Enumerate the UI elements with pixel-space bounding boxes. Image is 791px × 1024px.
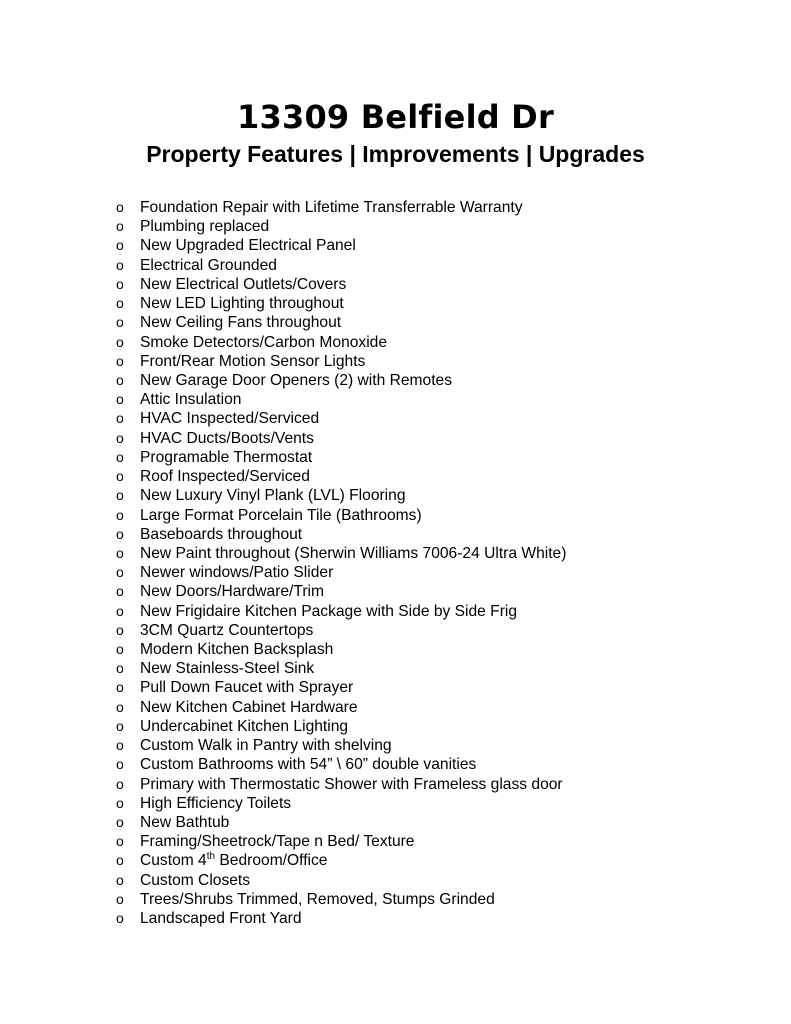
bullet-icon: o bbox=[116, 256, 124, 273]
bullet-icon: o bbox=[116, 391, 124, 408]
list-item-text-part: Custom 4 bbox=[140, 852, 207, 870]
list-item-text: Landscaped Front Yard bbox=[140, 910, 302, 928]
bullet-icon: o bbox=[116, 698, 124, 715]
bullet-icon: o bbox=[116, 737, 124, 754]
list-item-text: Baseboards throughout bbox=[140, 525, 303, 543]
bullet-icon: o bbox=[116, 218, 124, 235]
list-item-text: Smoke Detectors/Carbon Monoxide bbox=[140, 333, 388, 351]
bullet-icon: o bbox=[116, 352, 124, 369]
bullet-icon: o bbox=[116, 871, 124, 888]
page-title: 13309 Belfield Dr bbox=[237, 98, 554, 136]
bullet-icon: o bbox=[116, 199, 124, 215]
bullet-icon: o bbox=[116, 660, 124, 677]
list-item-text: New Electrical Outlets/Covers bbox=[140, 275, 347, 293]
bullet-icon: o bbox=[116, 641, 124, 658]
list-item-text: 3CM Quartz Countertops bbox=[140, 621, 314, 639]
list-item-text: Plumbing replaced bbox=[140, 218, 270, 236]
list-item-text: HVAC Inspected/Serviced bbox=[140, 410, 320, 428]
list-item-text: Newer windows/Patio Slider bbox=[140, 564, 334, 582]
bullet-icon: o bbox=[116, 852, 124, 869]
list-item-text: HVAC Ducts/Boots/Vents bbox=[140, 429, 314, 447]
bullet-icon: o bbox=[116, 371, 124, 388]
list-item-text: New Luxury Vinyl Plank (LVL) Flooring bbox=[140, 487, 406, 505]
bullet-icon: o bbox=[116, 506, 124, 523]
bullet-icon: o bbox=[116, 602, 124, 619]
list-item-text: Foundation Repair with Lifetime Transferrable Warranty bbox=[140, 199, 523, 216]
list-item-text: New Paint throughout (Sherwin Williams 7006-24 Ultra White) bbox=[140, 544, 567, 562]
list-item-text: High Efficiency Toilets bbox=[140, 794, 292, 812]
bullet-icon: o bbox=[116, 756, 124, 773]
bullet-icon: o bbox=[116, 525, 124, 542]
list-item-text: New Kitchen Cabinet Hardware bbox=[140, 698, 358, 716]
page-subtitle: Property Features | Improvements | Upgrades bbox=[146, 141, 645, 167]
list-item-text: Undercabinet Kitchen Lighting bbox=[140, 717, 349, 735]
list-item-text: Custom Bathrooms with 54” \ 60” double vanities bbox=[140, 756, 477, 774]
bullet-icon: o bbox=[116, 314, 124, 331]
bullet-icon: o bbox=[116, 448, 124, 465]
bullet-icon: o bbox=[116, 237, 124, 254]
bullet-icon: o bbox=[116, 583, 124, 600]
list-item-text: New Frigidaire Kitchen Package with Side by Side Frig bbox=[140, 602, 518, 620]
list-item-text: New Bathtub bbox=[140, 814, 230, 831]
list-item-text: Attic Insulation bbox=[140, 391, 242, 409]
bullet-icon: o bbox=[116, 814, 124, 830]
bullet-icon: o bbox=[116, 833, 124, 850]
list-item-text: Framing/Sheetrock/Tape n Bed/ Texture bbox=[140, 833, 415, 851]
list-item-text: Primary with Thermostatic Shower with Frameless glass door bbox=[140, 775, 563, 793]
bullet-icon: o bbox=[116, 564, 124, 581]
bullet-icon: o bbox=[116, 333, 124, 350]
list-item-text: Front/Rear Motion Sensor Lights bbox=[140, 352, 366, 370]
bullet-icon: o bbox=[116, 679, 124, 696]
list-item-text-part: Bedroom/Office bbox=[215, 852, 328, 870]
ordinal-superscript: th bbox=[206, 851, 216, 863]
list-item-text: New LED Lighting throughout bbox=[140, 295, 344, 313]
bullet-icon: o bbox=[116, 717, 124, 734]
list-item-text: Programable Thermostat bbox=[140, 448, 313, 466]
bullet-icon: o bbox=[116, 410, 124, 427]
list-item-text: Custom Walk in Pantry with shelving bbox=[140, 737, 392, 755]
list-item-text: New Ceiling Fans throughout bbox=[140, 314, 342, 332]
bullet-icon: o bbox=[116, 794, 124, 811]
bullet-icon: o bbox=[116, 487, 124, 504]
list-item-text: New Doors/Hardware/Trim bbox=[140, 583, 324, 601]
list-item-text: Custom Closets bbox=[140, 871, 251, 889]
list-item-text bbox=[140, 851, 327, 870]
list-item-text: New Garage Door Openers (2) with Remotes bbox=[140, 371, 452, 389]
bullet-icon: o bbox=[116, 429, 124, 446]
list-item-text: New Upgraded Electrical Panel bbox=[140, 237, 356, 255]
bullet-icon: o bbox=[116, 775, 124, 792]
list-item-text: Electrical Grounded bbox=[140, 256, 277, 274]
bullet-icon: o bbox=[116, 295, 124, 312]
list-item-text: Modern Kitchen Backsplash bbox=[140, 641, 334, 659]
list-item-text: Large Format Porcelain Tile (Bathrooms) bbox=[140, 506, 422, 524]
bullet-icon: o bbox=[116, 544, 124, 561]
list-item-text: Trees/Shrubs Trimmed, Removed, Stumps Grinded bbox=[140, 890, 495, 908]
list-item-text: Roof Inspected/Serviced bbox=[140, 468, 310, 486]
bullet-icon: o bbox=[116, 910, 124, 927]
bullet-icon: o bbox=[116, 890, 124, 907]
bullet-icon: o bbox=[116, 621, 124, 638]
list-item-text: New Stainless-Steel Sink bbox=[140, 660, 315, 678]
list-item-text: Pull Down Faucet with Sprayer bbox=[140, 679, 354, 697]
bullet-icon: o bbox=[116, 275, 124, 292]
bullet-icon: o bbox=[116, 468, 124, 485]
